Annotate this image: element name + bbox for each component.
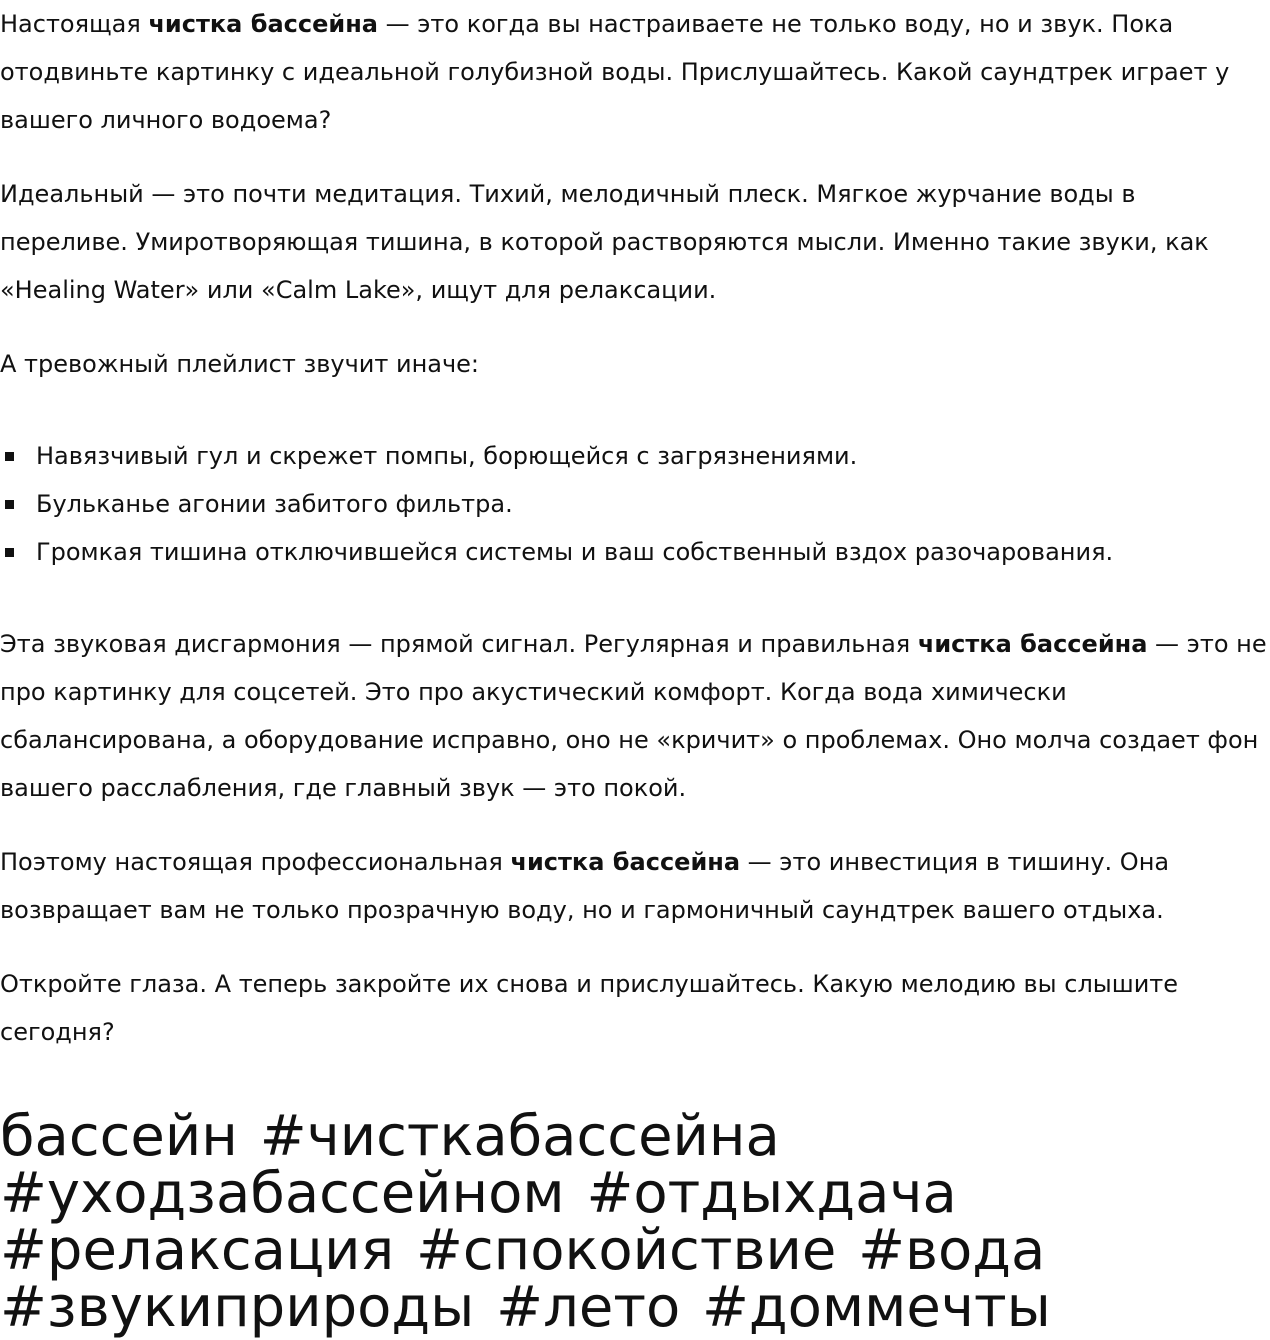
list-item-text: Громкая тишина отключившейся системы и ваш собственный вздох разочарования. (36, 538, 1114, 566)
disharmony-text-end: — это не про картинку для соцсетей. Это про акустический комфорт. Когда вода химически сбалансирована, а оборудование исправно, оно не «кричит» о проблемах. Оно молча создает фон вашего расслабления, где главный звук — это покой. (0, 630, 1267, 802)
square-bullet-icon (5, 548, 14, 557)
list-item-text: Навязчивый гул и скрежет помпы, борющейся с загрязнениями. (36, 442, 858, 470)
list-item (0, 528, 1270, 576)
disharmony-text-start: Эта звуковая дисгармония — прямой сигнал. Регулярная и правильная (0, 630, 918, 658)
alarm-sounds-list (0, 432, 1270, 576)
list-item (0, 480, 1270, 528)
disharmony-paragraph (0, 620, 1270, 812)
intro-text-start: Настоящая (0, 10, 149, 38)
intro-text-end: — это когда вы настраиваете не только воду, но и звук. Пока отодвиньте картинку с идеальной голубизной воды. Прислушайтесь. Какой саундтрек играет у вашего личного водоема? (0, 10, 1230, 134)
ideal-sound-paragraph: Идеальный — это почти медитация. Тихий, мелодичный плеск. Мягкое журчание воды в переливе. Умиротворяющая тишина, в которой растворяются мысли. Именно такие звуки, как «Healing Water» или «Calm Lake», ищут для релаксации. (0, 180, 1209, 304)
list-item (0, 432, 1270, 480)
alarm-intro-paragraph: А тревожный плейлист звучит иначе: (0, 350, 480, 378)
disharmony-keyword: чистка бассейна (917, 630, 1148, 658)
investment-keyword: чистка бассейна (510, 848, 741, 876)
investment-text-start: Поэтому настоящая профессиональная (0, 848, 511, 876)
list-item-text: Бульканье агонии забитого фильтра. (36, 490, 513, 518)
closing-paragraph: Откройте глаза. А теперь закройте их снова и прислушайтесь. Какую мелодию вы слышите сегодня? (0, 970, 1179, 1046)
square-bullet-icon (5, 500, 14, 509)
investment-text-end: — это инвестиция в тишину. Она возвращает вам не только прозрачную воду, но и гармоничный саундтрек вашего отдыха. (0, 848, 1170, 924)
hashtags-block: бассейн #чисткабассейна #уходзабассейном #отдыхдача #релаксация #спокойствие #вода #звукиприроды #лето #доммечты (0, 1104, 1051, 1340)
square-bullet-icon (5, 452, 14, 461)
intro-paragraph (0, 0, 1270, 144)
intro-keyword: чистка бассейна (148, 10, 378, 38)
investment-paragraph (0, 838, 1270, 934)
